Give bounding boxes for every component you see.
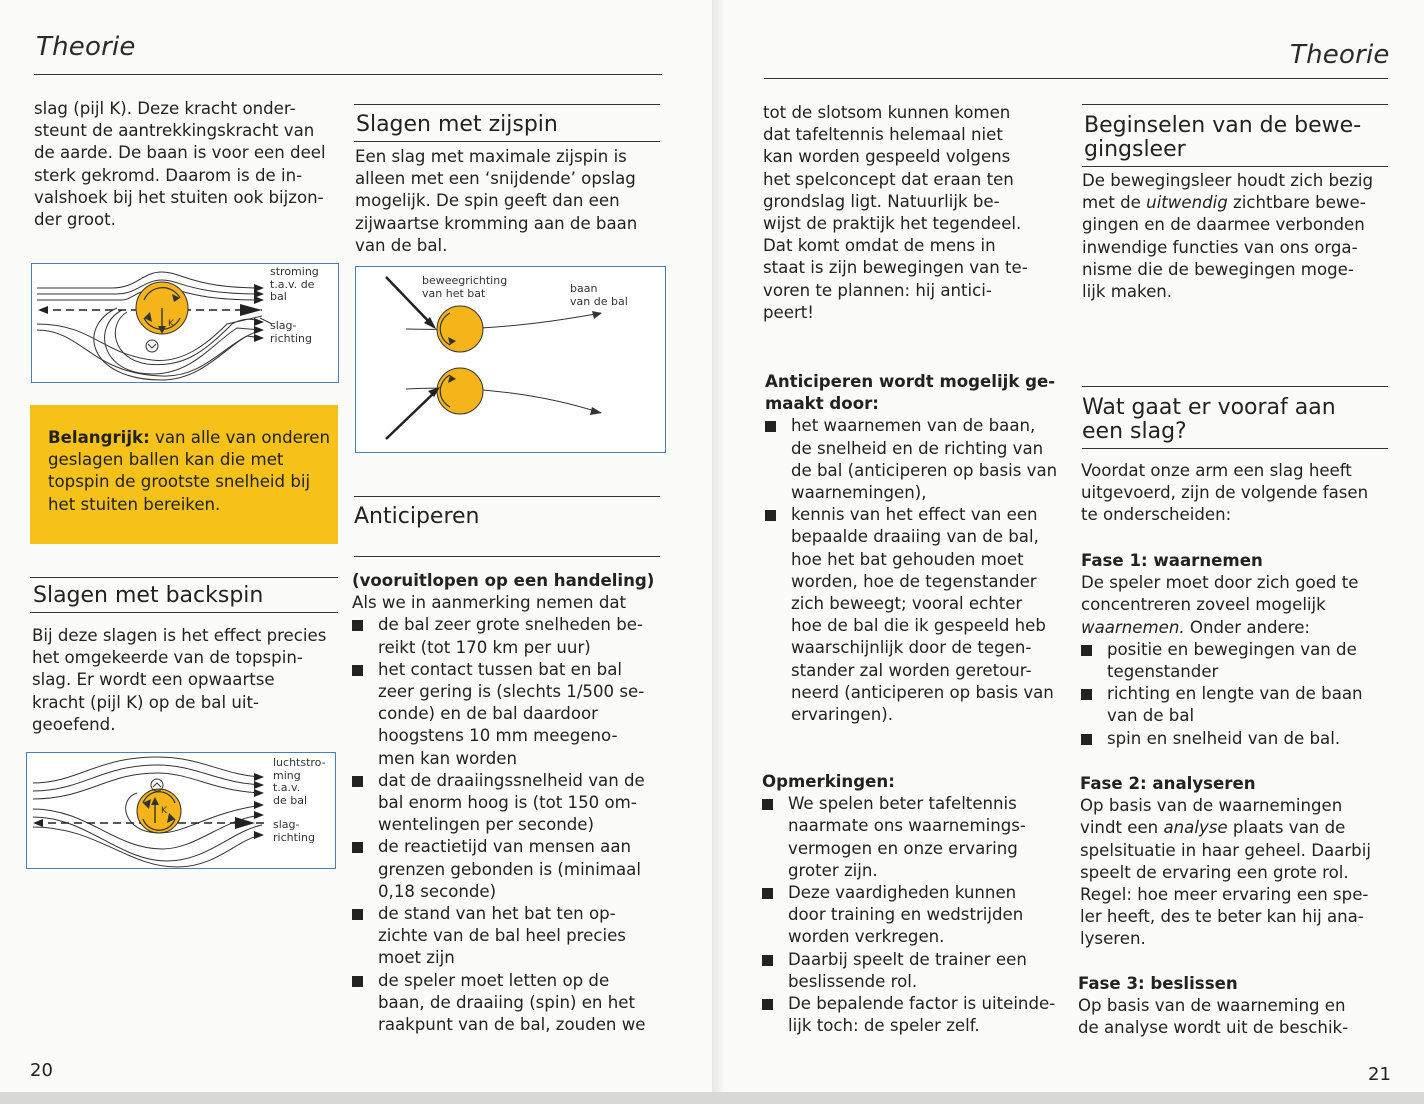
vooraf-text: Voordat onze arm een slag heeft uitgevoerd, zijn de volgende fasen te onderscheiden:: [1081, 461, 1369, 525]
anticiperen-text: (vooruitlopen op een handeling) Als we in aanmerking nemen dat de bal zeer grote snelheden be- reikt (tot 170 km per uur) het contact tussen bat en bal zeer gering is (slechts 1/500 se- conde) en de bal daardoor hoogstens 10 mm meegeno- men kan worden dat de draaiingssnelheid van de bal enorm hoog is (tot 150 om- wentelingen per seconde) de reactietijd van mensen aan grenzen gebonden is (minimaal 0,18 seconde) de stand van het bat ten op- zichte van de bal heel precies moet zijn de speler moet letten op de baan, de draaiing (spin) en het raakpunt van de bal, zouden we: [352, 570, 654, 1036]
page-number-right: 21: [1368, 1064, 1391, 1085]
opmerkingen-bullet: Deze vaardigheden kunnen door training en wedstrijden worden verkregen.: [762, 882, 1055, 949]
fase1-bullet: positie en bewegingen van de tegenstander: [1081, 639, 1363, 683]
fase1-bullet: richting en lengte van de baan van de bal: [1081, 683, 1363, 727]
stroming-label: stroming t.a.v. de bal: [270, 265, 319, 303]
slagrichting-label-backspin: slag- richting: [273, 818, 315, 844]
force-k-label-backspin: K: [161, 806, 167, 816]
fase2-section: Fase 2: analyseren Op basis van de waarnemingen vindt een analyse plaats van de spelsituatie in haar geheel. Daarbij speelt de ervaring een grote rol. Regel: hoe meer ervaring een spe- ler heeft, des te beter kan hij ana- lyseren.: [1080, 774, 1371, 949]
book-spine: [712, 0, 726, 1104]
anticiperen-mogelijk-section: Anticiperen wordt mogelijk ge- maakt door: het waarnemen van de baan, de snelheid en de richting van de bal (anticiperen op basis van waarnemingen), kennis van het effect van een bepaalde draaiing van de bal, hoe het bat gehouden moet worden, hoe de tegenstander zich beweegt; vooral echter hoe de bal die ik gespeeld heb waarschijnlijk door de tegen- stander zal worden geretour- neerd (anticiperen op basis van ervaringen).: [765, 371, 1057, 726]
anticiperen-bullet: de bal zeer grote snelheden be- reikt (tot 170 km per uur): [352, 614, 654, 658]
beginselen-rule-bottom: [1082, 166, 1388, 167]
zijspin-text: Een slag met maximale zijspin is alleen met een ‘snijdende’ opslag mogelijk. De spin geeft dan een zijwaartse kromming aan de baan van de bal.: [355, 147, 638, 255]
baan-label: baan van de bal: [570, 282, 628, 308]
fase1-section: Fase 1: waarnemen De speler moet door zich goed te concentreren zoveel mogelijk waarnemen. Onder andere: positie en bewegingen van de tegenstander richting en lengte van de baan van de bal spin en snelheid van de bal.: [1081, 550, 1363, 750]
anticiperen-bullet: de speler moet letten op de baan, de draaiing (spin) en het raakpunt van de bal, zouden we: [352, 970, 654, 1037]
beginselen-rule-top: [1082, 104, 1388, 105]
opmerkingen-bullet: We spelen beter tafeltennis naarmate ons waarnemings- vermogen en onze ervaring groter zijn.: [762, 793, 1055, 882]
anticiperen-bullet: de reactietijd van mensen aan grenzen gebonden is (minimaal 0,18 seconde): [352, 836, 654, 903]
force-k-label: K: [168, 319, 174, 329]
beweegrichting-label: beweegrichting van het bat: [422, 274, 508, 300]
page-header-right: Theorie: [1290, 40, 1390, 70]
header-rule-left: [34, 74, 662, 75]
important-note-text: Belangrijk: van alle van onderen geslagen ballen kan die met topspin de grootste snelheid bij het stuiten bereiken.: [48, 428, 331, 514]
zijspin-figure: [355, 266, 666, 453]
opmerkingen-bullet: De bepalende factor is uiteinde- lijk toch: de speler zelf.: [762, 993, 1055, 1037]
anticiperen-mogelijk-bullet: kennis van het effect van een bepaalde draaiing van de bal, hoe het bat gehouden moet worden, hoe de tegenstander zich beweegt; vooral echter hoe de bal die ik gespeeld heb waarschijnlijk door de tegen- stander zal worden geretour- neerd (anticiperen op basis van ervaringen).: [765, 504, 1057, 726]
zijspin-rule-top: [354, 104, 660, 105]
anticiperen-rule-bottom: [354, 556, 660, 557]
luchtstroming-label: luchtstro- ming t.a.v. de bal: [273, 756, 326, 807]
page-bottom-edge: [0, 1092, 1424, 1104]
topspin-figure: [31, 263, 339, 383]
anticiperen-bullet: de stand van het bat ten op- zichte van de bal heel precies moet zijn: [352, 903, 654, 970]
backspin-text: Bij deze slagen is het effect precies het omgekeerde van de topspin- slag. Er wordt een opwaartse kracht (pijl K) op de bal uit- geoefend.: [32, 626, 327, 734]
right-col1-intro: tot de slotsom kunnen komen dat tafeltennis helemaal niet kan worden gespeeld volgens het spelconcept dat eraan ten grondslag ligt. Natuurlijk be- wijst de praktijk het tegendeel. Dat komt omdat de mens in staat is zijn bewegingen van te- voren te plannen: hij antici- peert!: [763, 103, 1028, 322]
anticiperen-rule-top: [354, 496, 660, 497]
backspin-rule-bottom: [30, 612, 338, 613]
left-col1-intro: slag (pijl K). Deze kracht onder- steunt de aantrekkingskracht van de aarde. De baan is voor een deel sterk gekromd. Daarom is de in- valshoek bij het stuiten ook bijzon- der groot.: [34, 99, 326, 230]
opmerkingen-bullet: Daarbij speelt de trainer een beslissende rol.: [762, 949, 1055, 993]
beginselen-text: De bewegingsleer houdt zich bezig met de uitwendig zichtbare bewe- gingen en de daarmee verbonden inwendige functies van ons orga- nisme die de bewegingen moge- lijk maken.: [1082, 171, 1374, 302]
fase1-bullet: spin en snelheid van de bal.: [1081, 728, 1363, 750]
anticiperen-bullet: het contact tussen bat en bal zeer gering is (slechts 1/500 se- conde) en de bal daardoor hoogstens 10 mm meegeno- men kan worden: [352, 659, 654, 770]
anticiperen-heading: Anticiperen: [354, 504, 480, 529]
important-note-box: [30, 405, 338, 544]
zijspin-rule-bottom: [354, 141, 660, 142]
opmerkingen-section: Opmerkingen: We spelen beter tafeltennis naarmate ons waarnemings- vermogen en onze ervaring groter zijn. Deze vaardigheden kunnen door training en wedstrijden worden verkregen. Daarbij speelt de trainer een beslissende rol. De bepalende factor is uiteinde- lijk toch: de speler zelf.: [762, 771, 1055, 1037]
backspin-heading: Slagen met backspin: [33, 583, 264, 608]
anticiperen-mogelijk-bullet: het waarnemen van de baan, de snelheid en de richting van de bal (anticiperen op basis van waarnemingen),: [765, 415, 1057, 504]
page-number-left: 20: [30, 1060, 53, 1081]
backspin-figure: [26, 752, 336, 869]
backspin-rule-top: [30, 577, 338, 578]
vooraf-rule-bottom: [1082, 448, 1388, 449]
fase3-section: Fase 3: beslissen Op basis van de waarneming en de analyse wordt uit de beschik-: [1078, 974, 1349, 1038]
vooraf-heading: Wat gaat er vooraf aan een slag?: [1082, 395, 1336, 444]
header-rule-right: [764, 78, 1388, 79]
zijspin-heading: Slagen met zijspin: [356, 112, 558, 137]
vooraf-rule-top: [1082, 386, 1388, 387]
page-header-left: Theorie: [36, 32, 136, 62]
slagrichting-label: slag- richting: [270, 319, 312, 345]
beginselen-heading: Beginselen van de bewe- gingsleer: [1084, 113, 1362, 162]
anticiperen-bullet: dat de draaiingssnelheid van de bal enorm hoog is (tot 150 om- wentelingen per seconde): [352, 770, 654, 837]
